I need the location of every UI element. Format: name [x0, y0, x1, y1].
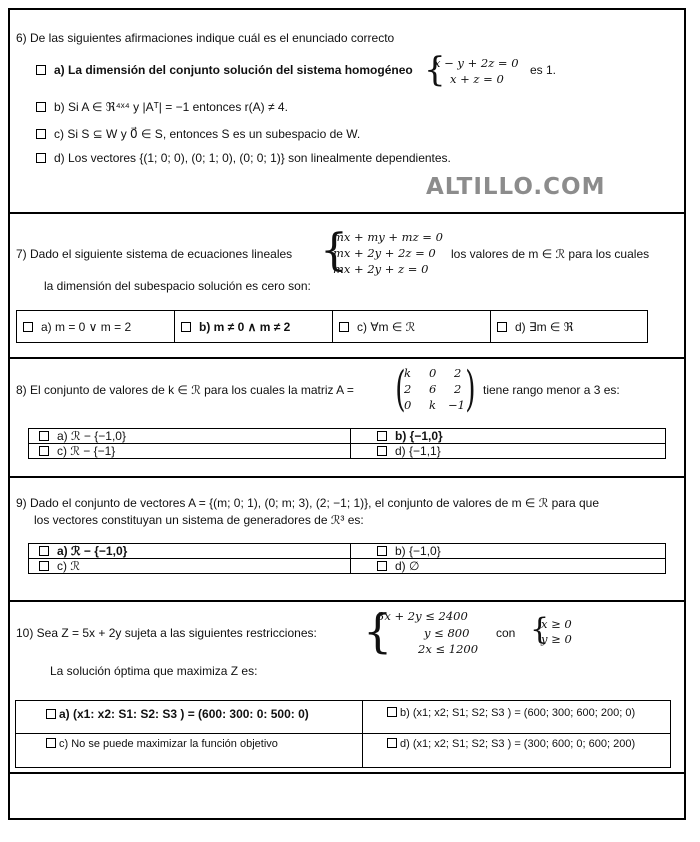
q9-line2: los vectores constituyan un sistema de generadores de ℛ³ es: [34, 513, 364, 527]
q8-m00: k [404, 366, 411, 380]
q10-option-a[interactable]: a) (x1: x2: S1: S2: S3 ) = (600: 300: 0: 500: 0) [16, 701, 363, 734]
q7-eq1: mx + my + mz = 0 [333, 230, 443, 244]
checkbox-icon[interactable] [36, 102, 46, 112]
q7-options-table [16, 310, 648, 343]
q6-option-a[interactable]: a) La dimensión del conjunto solución del sistema homogéneo [36, 63, 413, 77]
q10-option-b[interactable]: b) (x1; x2; S1; S2; S3 ) = (600; 300; 600; 200; 0) [363, 701, 671, 734]
q8-m22: −1 [448, 398, 465, 412]
divider-q6-q7 [8, 212, 686, 214]
q9-option-b[interactable]: b) {−1,0} [351, 544, 666, 559]
q10-brace-icon: { [363, 604, 393, 658]
checkbox-icon[interactable] [39, 431, 49, 441]
divider-q9-q10 [8, 600, 686, 602]
q9-line1: 9) Dado el conjunto de vectores A = {(m; 0; 1), (0; m; 3), (2; −1; 1)}, el conjunto de valores de m ∈ ℛ para que [16, 496, 600, 510]
checkbox-icon[interactable] [377, 431, 387, 441]
q10-r3: 2x ≤ 1200 [418, 642, 479, 656]
q8-right-paren-icon: ) [465, 361, 476, 417]
q8-prompt-end: tiene rango menor a 3 es: [483, 383, 620, 397]
q10-prompt-start: 10) Sea Z = 5x + 2y sujeta a las siguientes restricciones: [16, 626, 317, 640]
q10-option-c[interactable]: c) No se puede maximizar la función objetivo [16, 734, 363, 768]
q6-option-b[interactable]: b) Si A ∈ ℜ⁴ˣ⁴ y |Aᵀ| = −1 entonces r(A) ≠ 4. [36, 100, 288, 114]
checkbox-icon[interactable] [377, 561, 387, 571]
q7-prompt-end: los valores de m ∈ ℛ para los cuales [451, 247, 650, 261]
checkbox-icon[interactable] [46, 709, 56, 719]
checkbox-icon[interactable] [339, 322, 349, 332]
q10-prompt-line2: La solución óptima que maximiza Z es: [50, 664, 258, 678]
q8-m20: 0 [404, 398, 412, 412]
q10-r2: y ≤ 800 [424, 626, 470, 640]
q9-option-c[interactable]: c) ℛ [29, 559, 351, 574]
q7-option-c[interactable]: c) ∀m ∈ ℛ [333, 311, 491, 343]
checkbox-icon[interactable] [39, 561, 49, 571]
divider-q8-q9 [8, 476, 686, 478]
q8-option-b[interactable]: b) {−1,0} [351, 429, 666, 444]
q7-prompt-start: 7) Dado el siguiente sistema de ecuaciones lineales [16, 247, 293, 261]
q8-left-paren-icon: ( [395, 361, 406, 417]
q10-options-table [15, 700, 671, 768]
q7-eq3: mx + 2y + z = 0 [333, 262, 429, 276]
q8-option-d[interactable]: d) {−1,1} [351, 444, 666, 459]
q8-m11: 6 [429, 382, 437, 396]
q7-prompt-line2: la dimensión del subespacio solución es cero son: [44, 279, 311, 293]
checkbox-icon[interactable] [377, 446, 387, 456]
q10-c1: x ≥ 0 [541, 617, 572, 631]
q8-m12: 2 [454, 382, 462, 396]
q7-option-b[interactable]: b) m ≠ 0 ∧ m ≠ 2 [175, 311, 333, 343]
divider-q10-end [8, 772, 686, 774]
checkbox-icon[interactable] [23, 322, 33, 332]
checkbox-icon[interactable] [497, 322, 507, 332]
q6-eq1: x − y + 2z = 0 [434, 56, 519, 70]
q8-prompt-start: 8) El conjunto de valores de k ∈ ℛ para los cuales la matriz A = [16, 383, 354, 397]
q8-options-table [28, 428, 666, 459]
watermark-logo: ALTILLO.COM [426, 174, 606, 200]
q6-option-c[interactable]: c) Si S ⊆ W y 0⃗ ∈ S, entonces S es un subespacio de W. [36, 127, 360, 141]
checkbox-icon[interactable] [39, 446, 49, 456]
q6-a-tail: es 1. [530, 63, 557, 77]
q10-c2: y ≥ 0 [541, 632, 572, 646]
q9-option-d[interactable]: d) ∅ [351, 559, 666, 574]
q10-option-d[interactable]: d) (x1; x2; S1; S2; S3 ) = (300; 600; 0; 600; 200) [363, 734, 671, 768]
checkbox-icon[interactable] [181, 322, 191, 332]
q7-brace-icon: { [320, 225, 348, 276]
q8-m01: 0 [429, 366, 437, 380]
checkbox-icon[interactable] [36, 129, 46, 139]
q8-m21: k [429, 398, 436, 412]
q7-eq2: mx + 2y + 2z = 0 [333, 246, 436, 260]
q7-option-a[interactable]: a) m = 0 ∨ m = 2 [17, 311, 175, 343]
q8-m02: 2 [454, 366, 462, 380]
q10-r1: 3x + 2y ≤ 2400 [377, 609, 468, 623]
checkbox-icon[interactable] [36, 65, 46, 75]
q10-brace2-icon: { [530, 612, 550, 647]
q6-eq2: x + z = 0 [450, 72, 504, 86]
q6-brace-icon: { [424, 50, 446, 90]
checkbox-icon[interactable] [387, 707, 397, 717]
q8-option-c[interactable]: c) ℛ − {−1} [29, 444, 351, 459]
q9-option-a[interactable]: a) ℛ − {−1,0} [29, 544, 351, 559]
q7-option-d[interactable]: d) ∃m ∈ ℜ [491, 311, 648, 343]
checkbox-icon[interactable] [36, 153, 46, 163]
q10-con: con [496, 626, 516, 640]
checkbox-icon[interactable] [377, 546, 387, 556]
divider-q7-q8 [8, 357, 686, 359]
checkbox-icon[interactable] [387, 738, 397, 748]
q9-options-table [28, 543, 666, 574]
q8-option-a[interactable]: a) ℛ − {−1,0} [29, 429, 351, 444]
checkbox-icon[interactable] [39, 546, 49, 556]
checkbox-icon[interactable] [46, 738, 56, 748]
q8-m10: 2 [404, 382, 412, 396]
q6-prompt: 6) De las siguientes afirmaciones indique cuál es el enunciado correcto [16, 31, 395, 45]
q6-option-d[interactable]: d) Los vectores {(1; 0; 0), (0; 1; 0), (0; 0; 1)} son linealmente dependientes. [36, 151, 451, 165]
